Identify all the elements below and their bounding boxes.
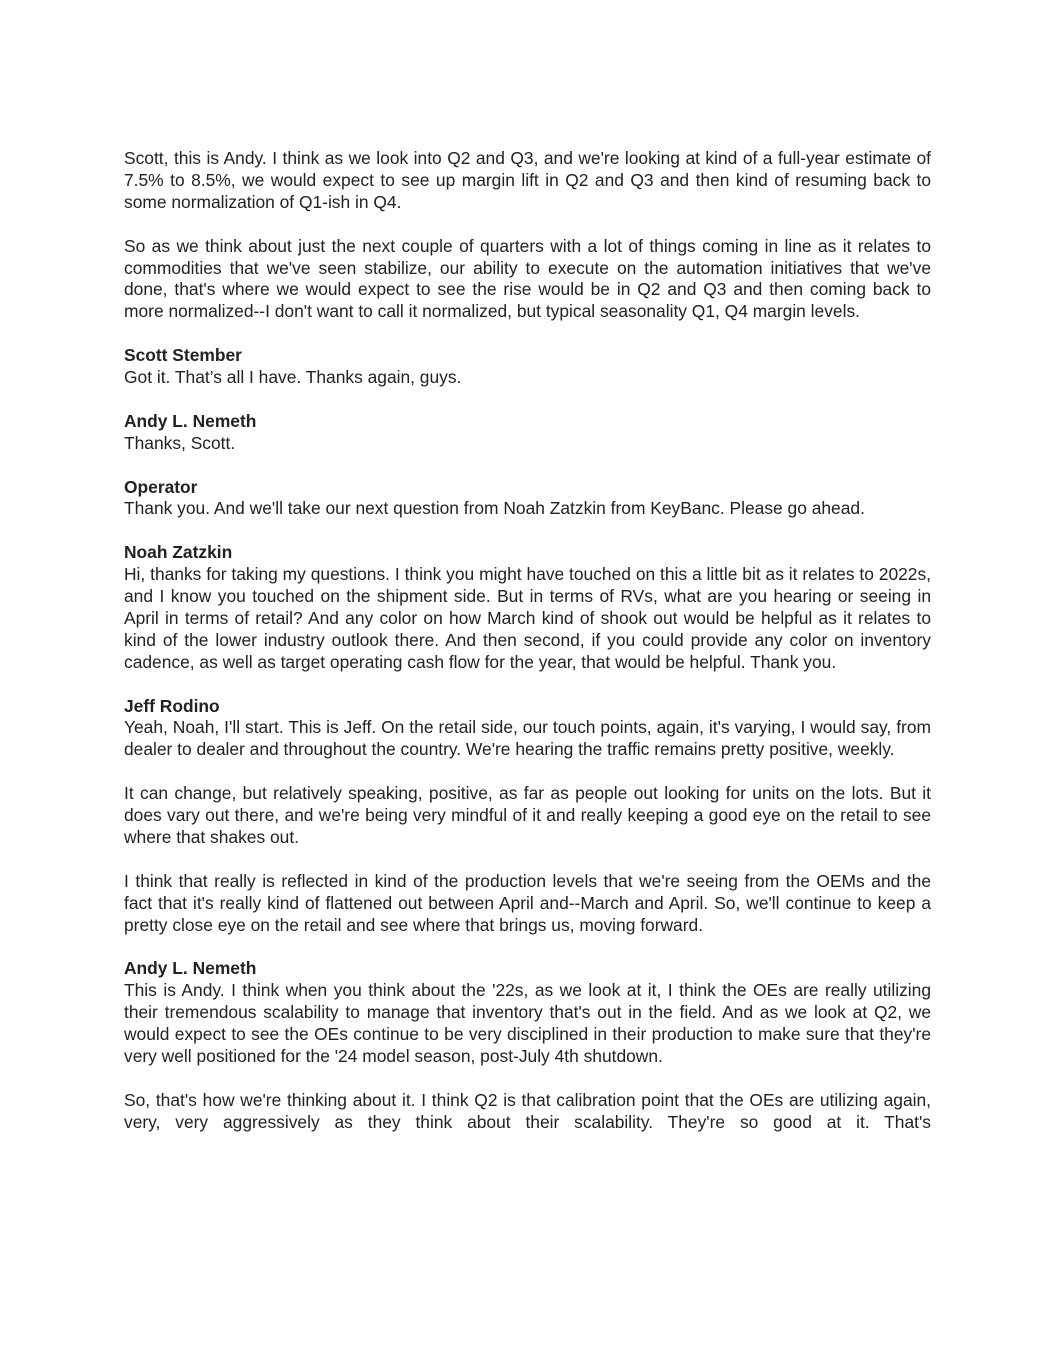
paragraph: So, that's how we're thinking about it. I think Q2 is that calibration point that the OEs are utilizing again, very, very aggressively as they think about their scalability. They're so good at it. That's	[124, 1089, 931, 1132]
speaker-turn	[124, 696, 931, 937]
paragraph: Thanks, Scott.	[124, 432, 236, 453]
paragraph: I think that really is reflected in kind of the production levels that we're seeing from the OEMs and the fact that it's really kind of flattened out between April and--March and April. So, we'll continue to keep a pretty close eye on the retail and see where that brings us, moving forward.	[124, 870, 931, 935]
paragraph: Thank you. And we'll take our next question from Noah Zatzkin from KeyBanc. Please go ahead.	[124, 498, 865, 519]
paragraph: So as we think about just the next couple of quarters with a lot of things coming in line as it relates to commodities that we've seen stabilize, our ability to execute on the automation initiatives that we've done, that's where we would expect to see the rise would be in Q2 and Q3 and then coming back to more normalized--I don't want to call it normalized, but typical seasonality Q1, Q4 margin levels.	[124, 235, 931, 322]
paragraph: Got it. That’s all I have. Thanks again, guys.	[124, 367, 462, 388]
speaker-name: Jeff Rodino	[124, 695, 220, 716]
speaker-name: Andy L. Nemeth	[124, 410, 257, 431]
speaker-turn	[124, 477, 931, 521]
paragraph: This is Andy. I think when you think about the '22s, as we look at it, I think the OEs are really utilizing their tremendous scalability to manage that inventory that's out in the field. And as we look at Q2, we would expect to see the OEs continue to be very disciplined in their production to make sure that they're very well positioned for the '24 model season, post-July 4th shutdown.	[124, 980, 931, 1067]
speaker-turn	[124, 542, 931, 673]
speaker-name: Noah Zatzkin	[124, 542, 233, 563]
speaker-turn	[124, 345, 931, 389]
speaker-name: Operator	[124, 476, 198, 497]
speaker-name: Scott Stember	[124, 345, 242, 366]
transcript-page	[124, 148, 931, 1134]
paragraph: Hi, thanks for taking my questions. I think you might have touched on this a little bit as it relates to 2022s, and I know you touched on the shipment side. But in terms of RVs, what are you hearing or seeing in April in terms of retail? And any color on how March kind of shook out would be helpful as it relates to kind of the lower industry outlook there. And then second, if you could provide any color on inventory cadence, as well as target operating cash flow for the year, that would be helpful. Thank you.	[124, 564, 931, 672]
paragraph: Yeah, Noah, I'll start. This is Jeff. On the retail side, our touch points, again, it's varying, I would say, from dealer to dealer and throughout the country. We're hearing the traffic remains pretty positive, weekly.	[124, 717, 931, 760]
paragraph: It can change, but relatively speaking, positive, as far as people out looking for units on the lots. But it does vary out there, and we're being very mindful of it and really keeping a good eye on the retail to see where that shakes out.	[124, 783, 931, 847]
speaker-turn	[124, 411, 931, 455]
paragraph: Scott, this is Andy. I think as we look into Q2 and Q3, and we're looking at kind of a full-year estimate of 7.5% to 8.5%, we would expect to see up margin lift in Q2 and Q3 and then kind of resuming back to some normalization of Q1-ish in Q4.	[124, 148, 931, 212]
speaker-name: Andy L. Nemeth	[124, 958, 257, 979]
speaker-turn	[124, 958, 931, 1068]
